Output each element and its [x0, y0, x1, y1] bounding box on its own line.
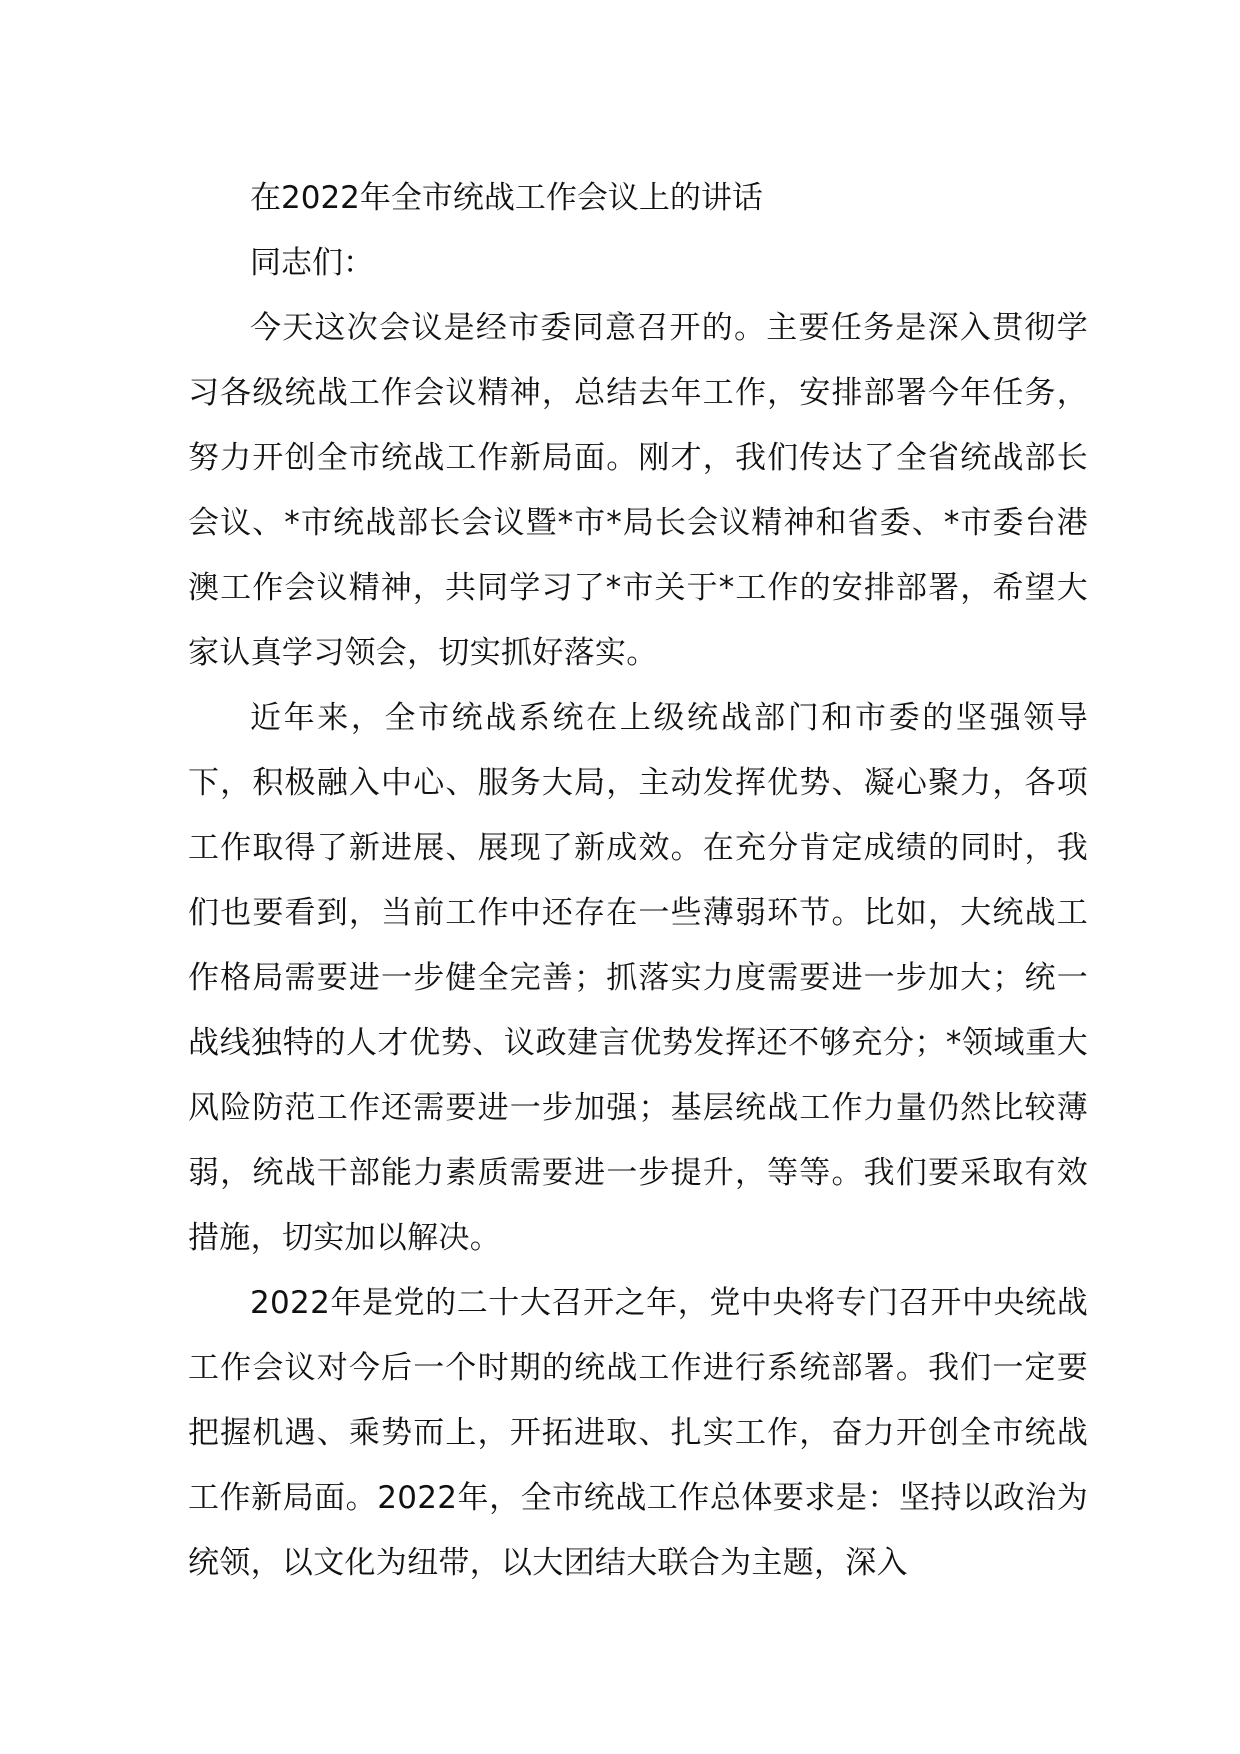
document-body: [188, 166, 1088, 1596]
paragraph-2: 近年来，全市统战系统在上级统战部门和市委的坚强领导下，积极融入中心、服务大局，主动发挥优势、凝心聚力，各项工作取得了新进展、展现了新成效。在充分肯定成绩的同时，我们也要看到，当前工作中还存在一些薄弱环节。比如，大统战工作格局需要进一步健全完善；抓落实力度需要进一步加大；统一战线独特的人才优势、议政建言优势发挥还不够充分；*领域重大风险防范工作还需要进一步加强；基层统战工作力量仍然比较薄弱，统战干部能力素质需要进一步提升，等等。我们要采取有效措施，切实加以解决。: [188, 700, 1088, 1256]
speech-title: 在2022年全市统战工作会议上的讲话: [250, 180, 763, 216]
paragraph-3: 2022年是党的二十大召开之年，党中央将专门召开中央统战工作会议对今后一个时期的统战工作进行系统部署。我们一定要把握机遇、乘势而上，开拓进取、扎实工作，奋力开创全市统战工作新局面。2022年，全市统战工作总体要求是：坚持以政治为统领，以文化为纽带，以大团结大联合为主题，深入: [188, 1285, 1088, 1581]
paragraph-1: 今天这次会议是经市委同意召开的。主要任务是深入贯彻学习各级统战工作会议精神，总结去年工作，安排部署今年任务，努力开创全市统战工作新局面。刚才，我们传达了全省统战部长会议、*市统战部长会议暨*市*局长会议精神和省委、*市委台港澳工作会议精神，共同学习了*市关于*工作的安排部署，希望大家认真学习领会，切实抓好落实。: [188, 310, 1088, 671]
salutation: 同志们：: [250, 245, 374, 281]
